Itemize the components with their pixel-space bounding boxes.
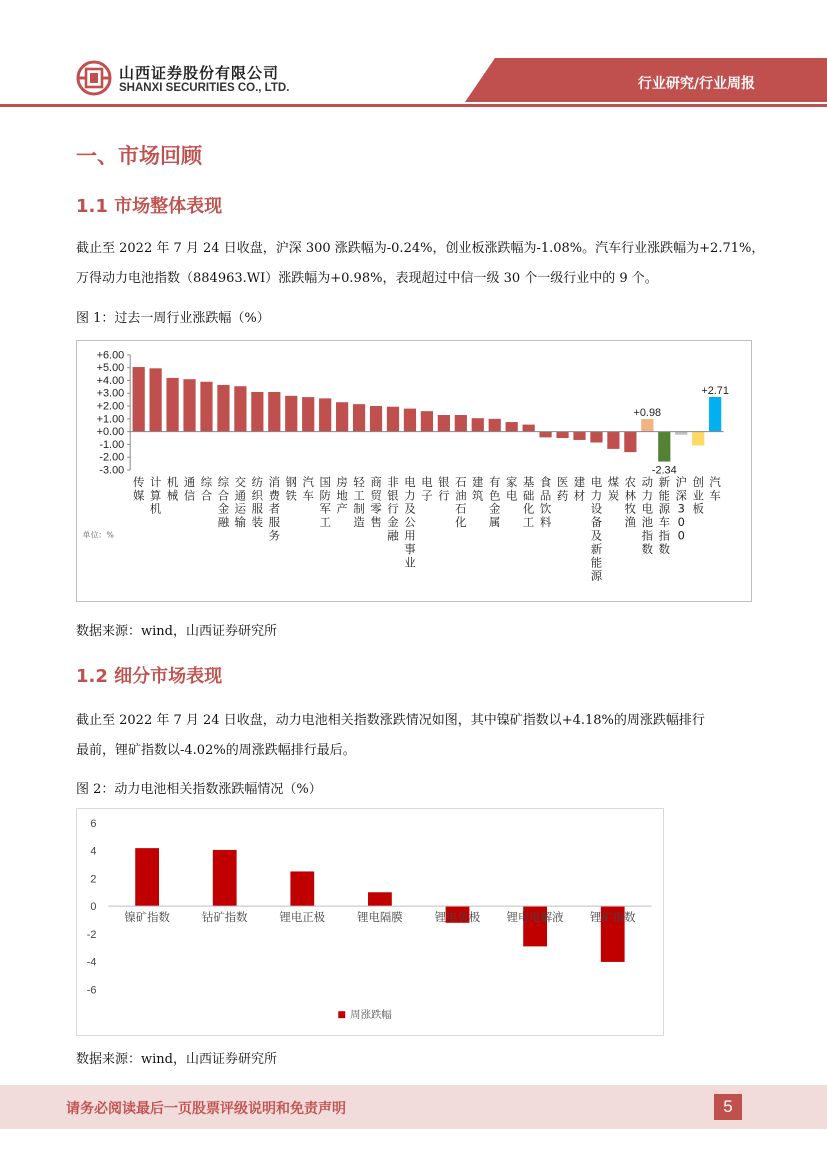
figure2-source: 数据来源：wind，山西证券研究所 [76,1052,277,1067]
bar-交通运输 [234,386,246,431]
y-tick-label: +3.00 [96,387,125,400]
figure2-caption: 图 2：动力电池相关指数涨跌幅情况（%） [76,782,322,797]
x-category-label: 轻工制造 [353,474,365,530]
x-category-label: 石油石化 [455,474,467,530]
bar-机械 [166,378,178,432]
y-tick-label: -1.00 [99,438,125,451]
bar-医药 [556,432,568,438]
y-tick-label: +1.00 [96,413,125,426]
bar-综合金融 [217,385,229,432]
bar-石油石化 [455,415,467,432]
bar-商贸零售 [370,406,382,432]
report-type-label: 行业研究/行业周报 [637,76,755,92]
section-title: 一、市场回顾 [76,144,202,168]
y-tick-label: 4 [90,845,97,858]
bar-锂电正极 [290,871,314,906]
x-category-label: 煤炭 [607,474,620,503]
figure1-caption: 图 1：过去一周行业涨跌幅（%） [76,311,270,326]
bar-房地产 [336,402,348,431]
bar-计算机 [150,368,162,431]
bar-镍矿指数 [135,848,159,906]
y-tick-label: -4 [86,956,97,969]
data-label: +0.98 [633,407,662,420]
bar-农林牧渔 [624,432,636,452]
x-category-label: 交通运输 [234,474,247,530]
unit-label: 单位：% [82,530,114,540]
bar-非银行金融 [387,407,399,432]
bar-动力电池指数 [641,419,653,432]
x-category-label: 农林牧渔 [624,474,637,530]
bar-钢铁 [285,396,297,432]
battery-index-change-chart [76,808,664,1036]
x-category-label: 锂电隔膜 [357,910,403,925]
y-tick-label: +5.00 [96,362,125,375]
x-category-label: 有色金属 [489,474,501,530]
paragraph-line: 最前，锂矿指数以-4.02%的周涨跌幅排行最后。 [76,743,356,758]
legend-swatch [338,1011,345,1018]
x-category-label: 锂电正极 [279,910,326,925]
bar-轻工制造 [353,404,365,431]
x-category-label: 镍矿指数 [124,910,170,925]
bar-传媒 [133,367,145,432]
x-category-label: 沪深 3 0 0 [675,474,687,543]
x-category-label: 通信 [183,474,196,503]
bar-建筑 [472,418,484,431]
x-category-label: 汽车 [709,474,721,503]
header-divider [0,104,827,107]
x-category-label: 计算机 [149,474,162,516]
legend-label: 周涨跌幅 [350,1009,392,1022]
paragraph-line: 截止至 2022 年 7 月 24 日收盘，沪深 300 涨跌幅为-0.24%，创业板涨跌幅为-1.08%。汽车行业涨跌幅为+2.71%， [76,241,765,256]
subsection-title-segment-market: 1.2 细分市场表现 [76,666,223,687]
bar-电力及公用事业 [404,409,416,432]
y-tick-label: +0.00 [96,426,125,439]
y-tick-label: -3.00 [99,464,125,477]
bar-新能源车指数 [658,432,670,462]
x-category-label: 建筑 [472,474,484,503]
x-category-label: 基础化工 [522,474,535,530]
paragraph-line: 截止至 2022 年 7 月 24 日收盘，动力电池相关指数涨跌情况如图，其中镍矿指数以+4.18%的周涨跌幅排行 [76,713,705,728]
bar-钴矿指数 [213,850,237,906]
bar-建材 [573,432,585,440]
bar-基础化工 [523,425,535,432]
bar-汽车 [302,397,314,432]
y-tick-label: -2 [86,928,97,941]
x-category-label: 钴矿指数 [201,910,248,925]
x-category-label: 商贸零售 [370,474,382,530]
bar-锂电隔膜 [368,892,392,906]
disclaimer-notice: 请务必阅读最后一页股票评级说明和免责声明 [66,1101,346,1117]
x-category-label: 医药 [556,474,569,503]
y-tick-label: 2 [90,873,97,886]
bar-综合 [200,382,212,432]
x-category-label: 传媒 [132,474,145,503]
figure1-source: 数据来源：wind，山西证券研究所 [76,624,277,639]
y-tick-label: -6 [86,984,97,997]
y-tick-label: 0 [90,901,97,914]
bar-食品饮料 [539,432,551,438]
bar-消费者服务 [268,392,280,432]
bar-家电 [506,422,518,432]
x-category-label: 电力设备及新能源 [590,474,603,583]
bar-创业板 [692,432,704,446]
bar-有色金属 [489,419,501,432]
paragraph-segment-market [76,706,766,766]
company-name-en: SHANXI SECURITIES CO., LTD. [119,82,290,94]
x-category-label: 电子 [421,474,433,503]
bar-银行 [438,415,450,432]
x-category-label: 纺织服装 [251,474,264,530]
x-category-label: 建材 [573,474,586,503]
bar-通信 [183,379,195,431]
x-category-label: 电力及公用事业 [404,474,416,570]
x-category-label: 钢铁 [285,474,297,503]
subsection-title-market-overall: 1.1 市场整体表现 [76,196,223,217]
company-name-cn: 山西证券股份有限公司 [119,64,280,82]
x-category-label: 非银行金融 [387,474,399,543]
paragraph-line: 万得动力电池指数（884963.WI）涨跌幅为+0.98%，表现超过中信一级 30 个一级行业中的 9 个。 [76,271,658,286]
bar-电子 [421,411,433,431]
x-category-label: 动力电池指数 [641,474,654,556]
bar-纺织服装 [251,392,263,432]
data-label: -2.34 [651,464,677,477]
paragraph-market-overall [76,234,766,294]
x-category-label: 消费者服务 [268,474,281,543]
y-tick-label: 6 [90,817,97,830]
industry-weekly-change-chart [76,340,752,602]
x-category-label: 创业板 [692,474,704,516]
x-category-label: 房地产 [336,474,348,516]
bar-电力设备及新能源 [590,432,602,443]
x-category-label: 锂电电解液 [506,910,564,925]
page-header [0,0,827,118]
y-tick-label: +2.00 [96,400,125,413]
x-category-label: 食品饮料 [539,474,552,530]
y-tick-label: -2.00 [99,451,125,464]
page-number: 5 [714,1094,742,1120]
x-category-label: 汽车 [302,474,314,503]
bar-汽车 [709,397,721,432]
bar-国防军工 [319,398,331,431]
x-category-label: 锂矿指数 [589,910,636,925]
x-category-label: 家电 [505,474,518,503]
y-tick-label: +6.00 [96,349,125,362]
bar-煤炭 [607,432,619,449]
x-category-label: 机械 [166,474,179,503]
x-category-label: 银行 [438,474,450,503]
x-category-label: 国防军工 [319,474,331,530]
data-label: +2.71 [701,384,729,397]
x-category-label: 综合金融 [217,474,230,530]
x-category-label: 锂电负极 [434,910,481,925]
x-category-label: 综合 [200,474,213,503]
x-category-label: 新能源车指数 [658,474,670,556]
company-seal-icon [76,60,112,96]
y-tick-label: +4.00 [96,374,125,387]
